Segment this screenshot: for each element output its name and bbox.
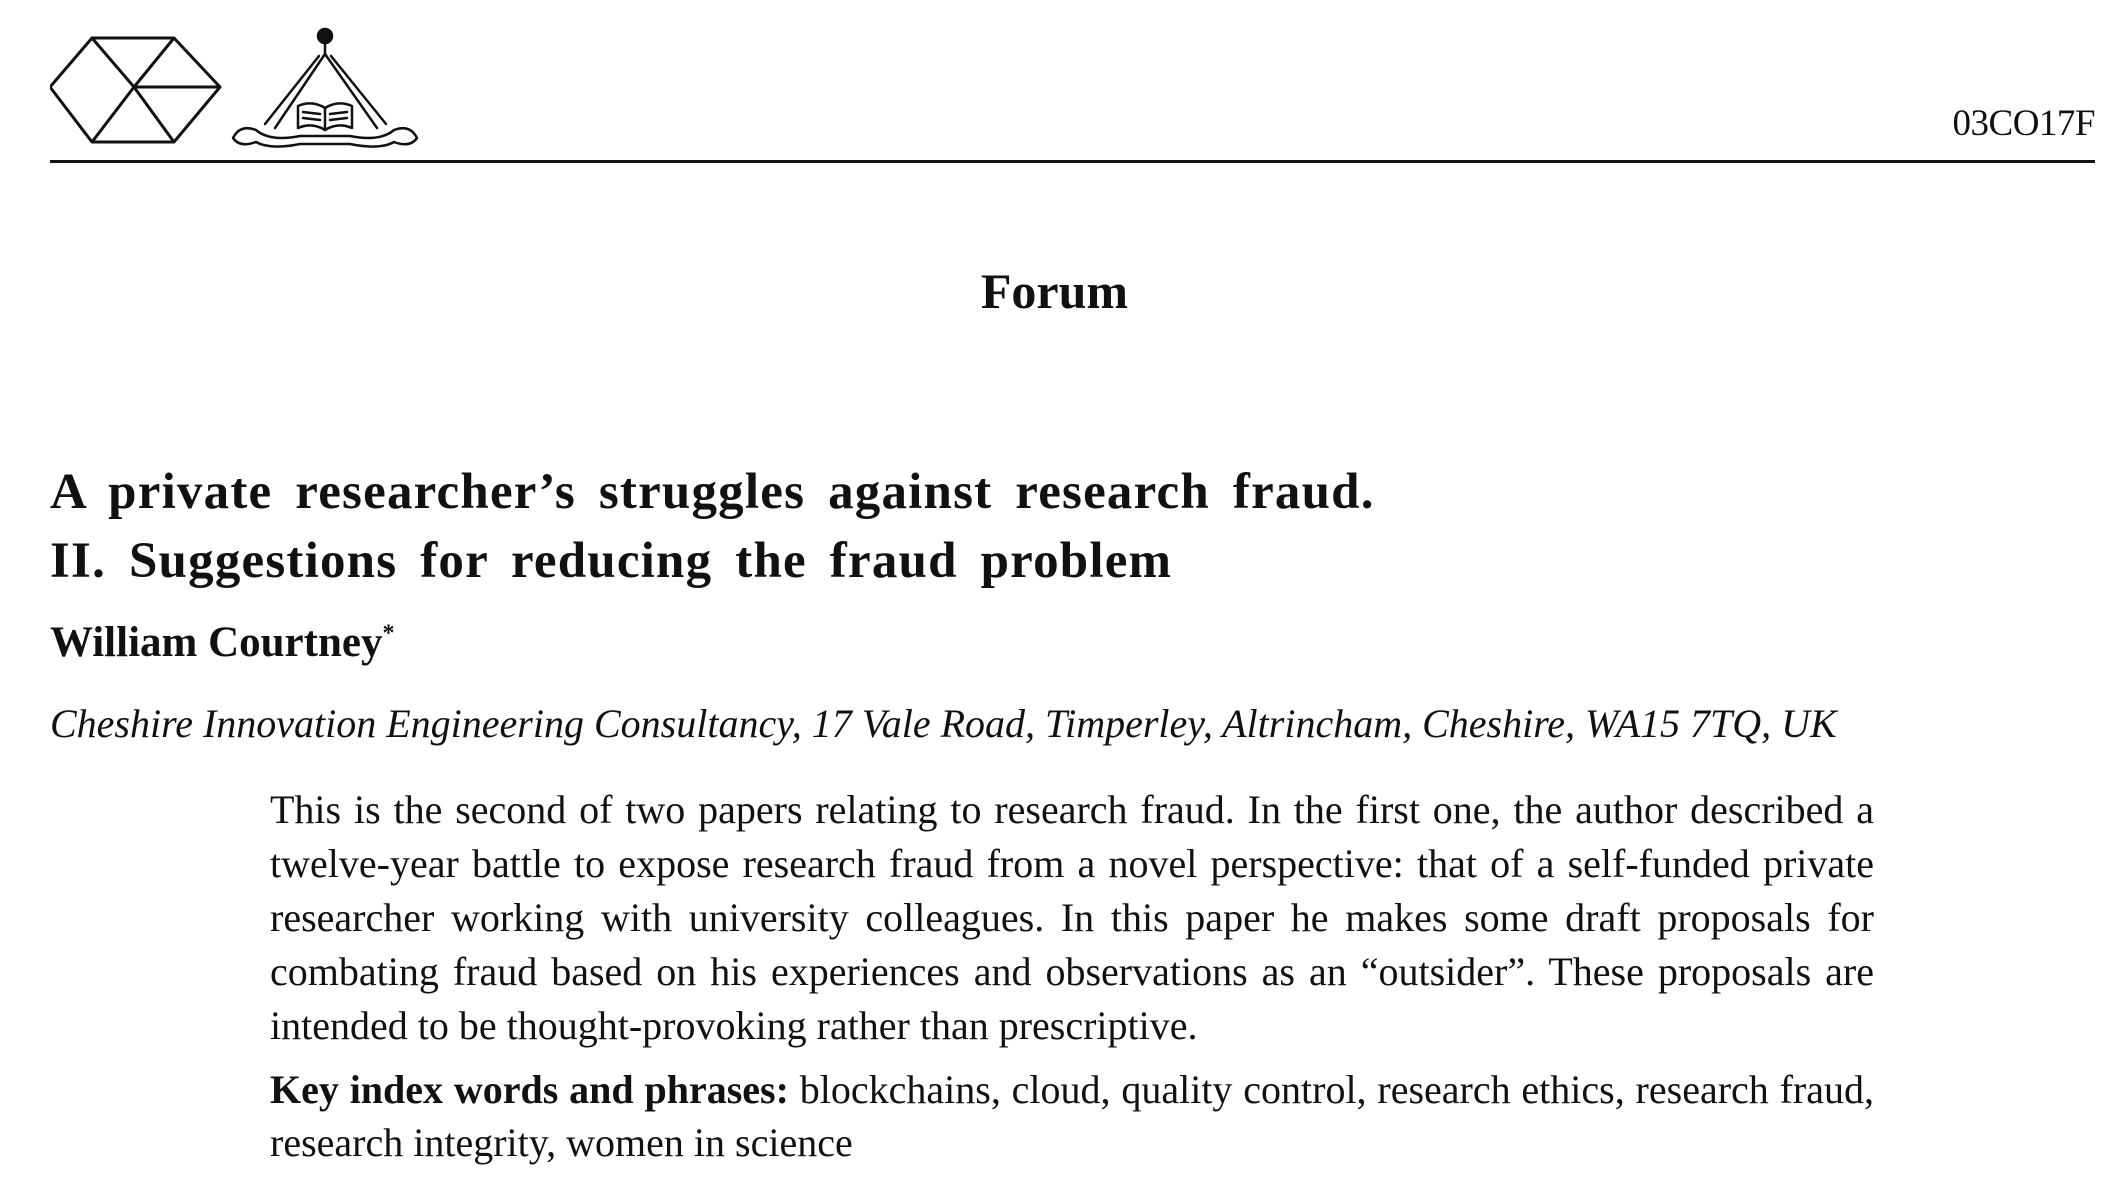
paper-title-line: A private researcher’s struggles against research fraud. — [50, 464, 1375, 520]
journal-logo — [50, 20, 450, 160]
keywords-list: blockchains, cloud, quality control, research ethics, research fraud, research integrity, women in science — [270, 1067, 1875, 1165]
document-code: 03CO17F — [1952, 103, 2095, 144]
author-name — [50, 618, 394, 667]
paper-title-line: II. Suggestions for reducing the fraud problem — [50, 533, 1173, 589]
abstract-text: This is the second of two papers relating to research fraud. In the first one, the author described a twelve-year battle to expose research fraud from a novel perspective: that of a self-funded private researcher working with university colleagues. In this paper he makes some draft proposals for combating fraud based on his experiences and observations as an “outsider”. These proposals are intended to be thought-provoking rather than prescriptive. — [270, 787, 1874, 1048]
abstract — [270, 783, 1874, 1169]
section-title: Forum — [980, 263, 1129, 319]
journal-header — [50, 12, 2095, 163]
paper-title — [50, 458, 1850, 596]
author-name-text: William Courtney — [50, 619, 383, 666]
author-affiliation: Cheshire Innovation Engineering Consultancy, 17 Vale Road, Timperley, Altrincham, Cheshire, WA15 7TQ, UK — [50, 701, 1837, 746]
keywords — [270, 1063, 1874, 1169]
book-crest-logo-icon — [233, 29, 417, 147]
author-footnote-mark: * — [382, 620, 395, 647]
keywords-label: Key index words and phrases: — [270, 1067, 789, 1112]
cube-logo-icon — [50, 38, 220, 142]
